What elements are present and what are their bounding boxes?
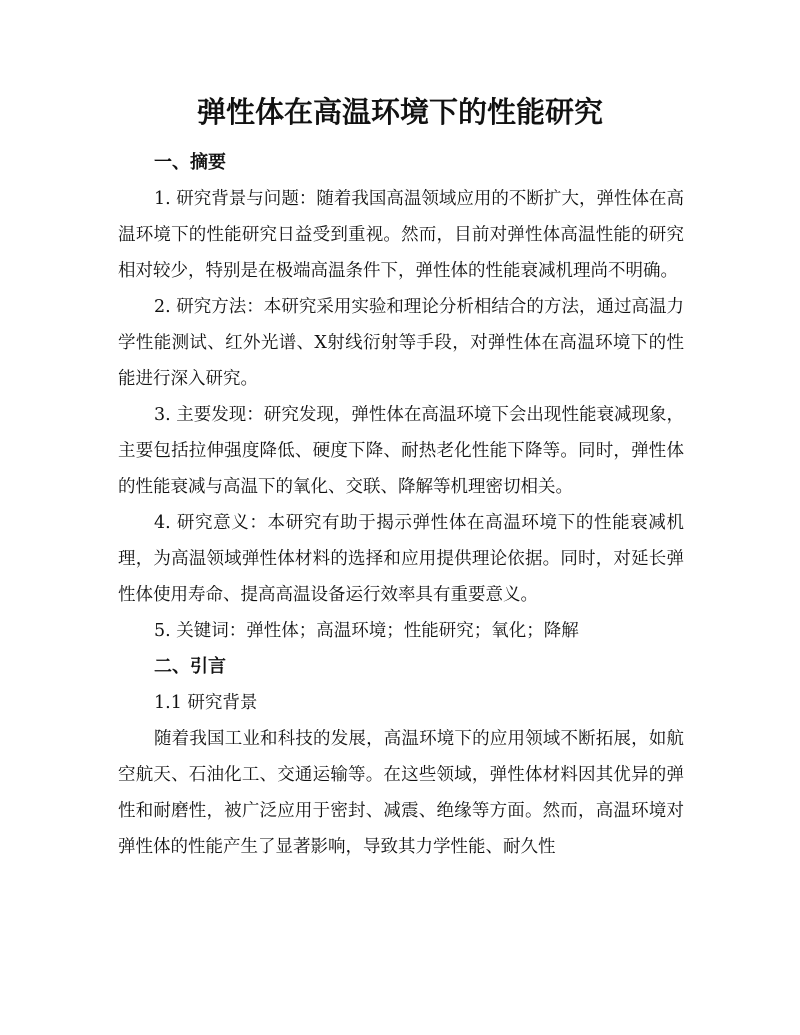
abstract-item-method: 2. 研究方法：本研究采用实验和理论分析相结合的方法，通过高温力学性能测试、红外光谱、X射线衍射等手段，对弹性体在高温环境下的性能进行深入研究。 [118, 297, 684, 389]
subsection-title-background: 1.1 研究背景 [154, 693, 258, 713]
section-heading-abstract: 一、摘要 [154, 152, 226, 173]
document-title: 弹性体在高温环境下的性能研究 [196, 95, 603, 129]
introduction-paragraph: 随着我国工业和科技的发展，高温环境下的应用领域不断拓展，如航空航天、石油化工、交通运输等。在这些领域，弹性体材料因其优异的弹性和耐磨性，被广泛应用于密封、减震、绝缘等方面。然而，高温环境对弹性体的性能产生了显著影响，导致其力学性能、耐久性 [118, 729, 684, 857]
abstract-item-background: 1. 研究背景与问题：随着我国高温领域应用的不断扩大，弹性体在高温环境下的性能研究日益受到重视。然而，目前对弹性体高温性能的研究相对较少，特别是在极端高温条件下，弹性体的性能衰减机理尚不明确。 [118, 189, 684, 281]
section-heading-introduction: 二、引言 [154, 656, 226, 677]
abstract-item-significance: 4. 研究意义：本研究有助于揭示弹性体在高温环境下的性能衰减机理，为高温领域弹性体材料的选择和应用提供理论依据。同时，对延长弹性体使用寿命、提高高温设备运行效率具有重要意义。 [118, 513, 684, 605]
document-body [118, 145, 684, 865]
abstract-item-findings: 3. 主要发现：研究发现，弹性体在高温环境下会出现性能衰减现象，主要包括拉伸强度降低、硬度下降、耐热老化性能下降等。同时，弹性体的性能衰减与高温下的氧化、交联、降解等机理密切相关。 [118, 405, 684, 497]
abstract-item-keywords: 5. 关键词：弹性体；高温环境；性能研究；氧化；降解 [154, 621, 579, 641]
